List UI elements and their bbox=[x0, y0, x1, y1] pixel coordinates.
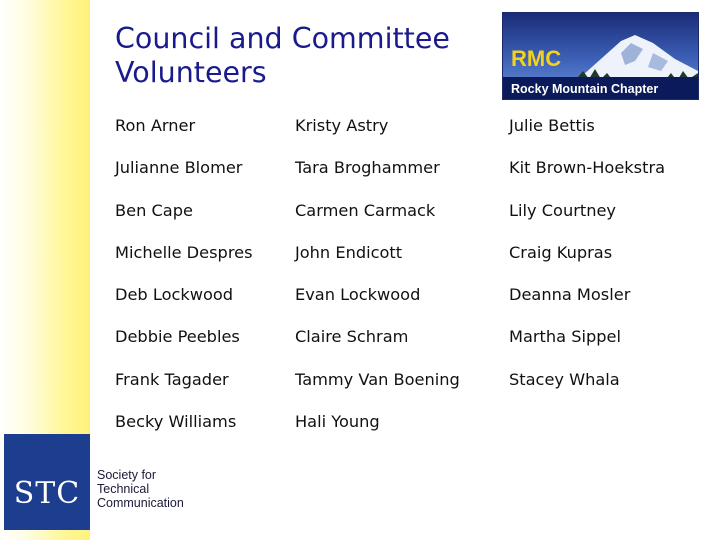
volunteer-name: Kristy Astry bbox=[295, 116, 389, 135]
volunteer-row bbox=[115, 233, 705, 275]
rmc-chapter-name: Rocky Mountain Chapter bbox=[511, 82, 659, 96]
volunteer-name: Tara Broghammer bbox=[295, 158, 440, 178]
volunteer-name: Hali Young bbox=[295, 412, 380, 432]
stc-name-line-2: Technical bbox=[97, 482, 150, 496]
volunteer-name: Deb Lockwood bbox=[115, 285, 234, 305]
volunteer-name: Tammy Van Boening bbox=[295, 369, 460, 389]
volunteer-name: Ben Cape bbox=[115, 200, 193, 220]
volunteer-row bbox=[115, 402, 705, 444]
volunteer-name: Lily Courtney bbox=[509, 200, 617, 220]
slide-title bbox=[115, 22, 495, 90]
volunteer-name: Becky Williams bbox=[115, 412, 237, 432]
volunteer-name: Martha Sippel bbox=[509, 327, 621, 347]
rmc-logo-graphic bbox=[503, 13, 698, 99]
slide-title-line-2: Volunteers bbox=[115, 56, 267, 89]
rmc-acronym: RMC bbox=[511, 46, 562, 71]
volunteer-name: Claire Schram bbox=[295, 327, 409, 347]
stc-name-line-1: Society for bbox=[97, 468, 157, 482]
volunteer-name: Kit Brown-Hoekstra bbox=[509, 158, 666, 178]
rmc-logo bbox=[502, 12, 699, 100]
volunteer-name: Deanna Mosler bbox=[509, 285, 631, 305]
volunteer-name: Evan Lockwood bbox=[295, 285, 421, 305]
volunteer-name: Julianne Blomer bbox=[115, 158, 243, 178]
volunteer-name: Ron Arner bbox=[115, 116, 196, 135]
volunteer-row bbox=[115, 191, 705, 233]
volunteer-row bbox=[115, 275, 705, 317]
volunteer-row bbox=[115, 148, 705, 190]
volunteer-name: Michelle Despres bbox=[115, 242, 253, 262]
volunteer-name: Julie Bettis bbox=[509, 116, 595, 135]
volunteer-name: Carmen Carmack bbox=[295, 200, 436, 220]
volunteer-name: Debbie Peebles bbox=[115, 327, 240, 347]
stc-name-line-3: Communication bbox=[97, 496, 184, 510]
volunteer-row bbox=[115, 360, 705, 402]
stc-acronym: STC bbox=[13, 476, 81, 511]
volunteer-name: Stacey Whala bbox=[509, 369, 620, 389]
volunteer-row bbox=[115, 317, 705, 359]
volunteer-name: Craig Kupras bbox=[509, 242, 613, 262]
volunteer-name: Frank Tagader bbox=[115, 369, 229, 389]
stc-organization-name bbox=[97, 468, 184, 510]
volunteer-row bbox=[115, 106, 705, 148]
stc-logo bbox=[0, 432, 200, 532]
volunteer-name: John Endicott bbox=[295, 242, 403, 262]
volunteer-list bbox=[115, 106, 705, 444]
slide-title-line-1: Council and Committee bbox=[115, 22, 450, 55]
